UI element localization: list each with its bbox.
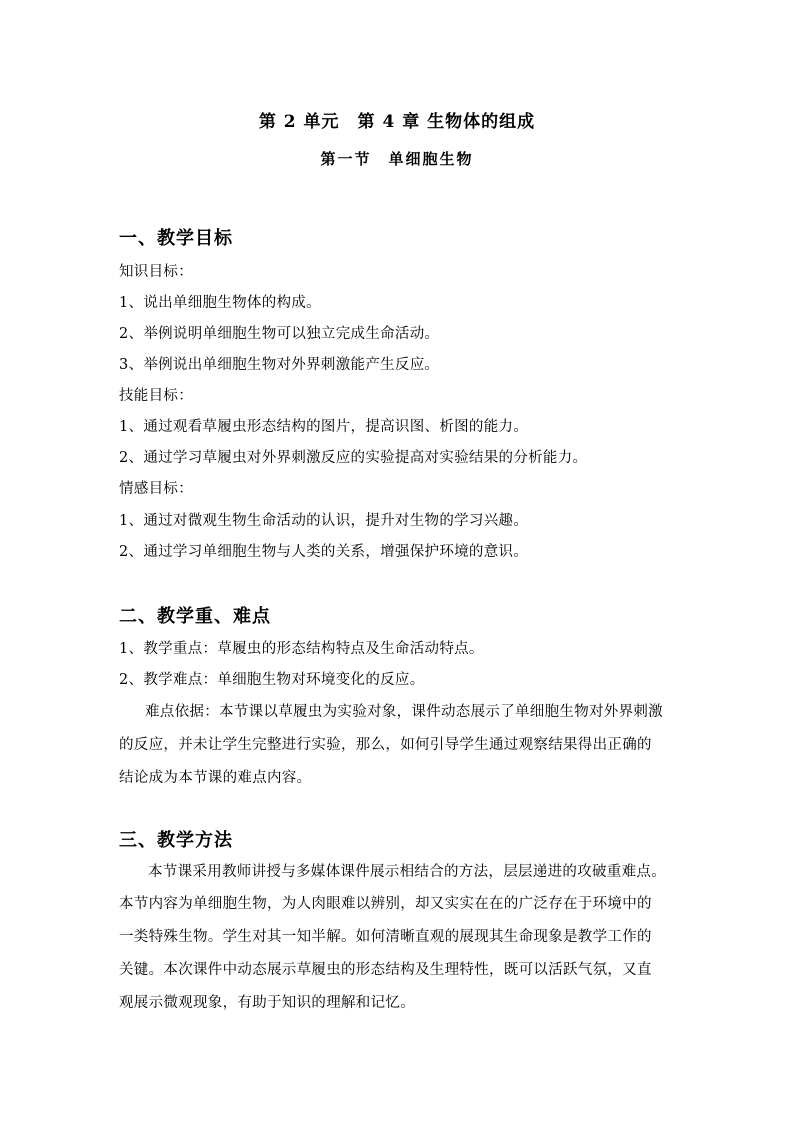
knowledge-item: 2、举例说明单细胞生物可以独立完成生命活动。 — [119, 326, 440, 342]
section-heading-objectives: 一、教学目标 — [119, 228, 233, 249]
skill-label: 技能目标： — [119, 388, 193, 404]
emotion-item: 1、通过对微观生物生命活动的认识，提升对生物的学习兴趣。 — [119, 513, 529, 529]
skill-item: 1、通过观看草履虫形态结构的图片，提高识图、析图的能力。 — [119, 419, 529, 435]
difficulty-basis-line: 难点依据：本节课以草履虫为实验对象，课件动态展示了单细胞生物对外界刺激 — [145, 704, 663, 720]
methods-line: 本节课采用教师讲授与多媒体课件展示相结合的方法，层层递进的攻破重难点。 — [148, 864, 666, 880]
key-point-item: 1、教学重点：草履虫的形态结构特点及生命活动特点。 — [119, 641, 484, 657]
difficulty-basis-line: 的反应，并未让学生完整进行实验，那么，如何引导学生通过观察结果得出正确的 — [119, 737, 652, 753]
knowledge-item: 3、举例说出单细胞生物对外界刺激能产生反应。 — [119, 357, 440, 373]
document-subtitle: 第一节 单细胞生物 — [320, 150, 474, 168]
section-heading-key-points: 二、教学重、难点 — [119, 606, 271, 627]
methods-line: 一类特殊生物。学生对其一知半解。如何清晰直观的展现其生命现象是教学工作的 — [119, 929, 652, 945]
methods-line: 关键。本次课件中动态展示草履虫的形态结构及生理特性，既可以活跃气氛，又直 — [119, 962, 652, 978]
emotion-item: 2、通过学习单细胞生物与人类的关系，增强保护环境的意识。 — [119, 544, 529, 560]
knowledge-item: 1、说出单细胞生物体的构成。 — [119, 295, 321, 311]
emotion-label: 情感目标： — [119, 481, 193, 497]
document-title: 第 2 单元 第 4 章 生物体的组成 — [258, 112, 536, 132]
key-point-item: 2、教学难点：单细胞生物对环境变化的反应。 — [119, 672, 425, 688]
methods-line: 观展示微观现象，有助于知识的理解和记忆。 — [119, 995, 415, 1011]
knowledge-label: 知识目标： — [119, 264, 193, 280]
section-heading-methods: 三、教学方法 — [119, 830, 233, 851]
difficulty-basis-line: 结论成为本节课的难点内容。 — [119, 770, 312, 786]
skill-item: 2、通过学习草履虫对外界刺激反应的实验提高对实验结果的分析能力。 — [119, 450, 588, 466]
methods-line: 本节内容为单细胞生物，为人肉眼难以辨别，却又实实在在的广泛存在于环境中的 — [119, 896, 652, 912]
